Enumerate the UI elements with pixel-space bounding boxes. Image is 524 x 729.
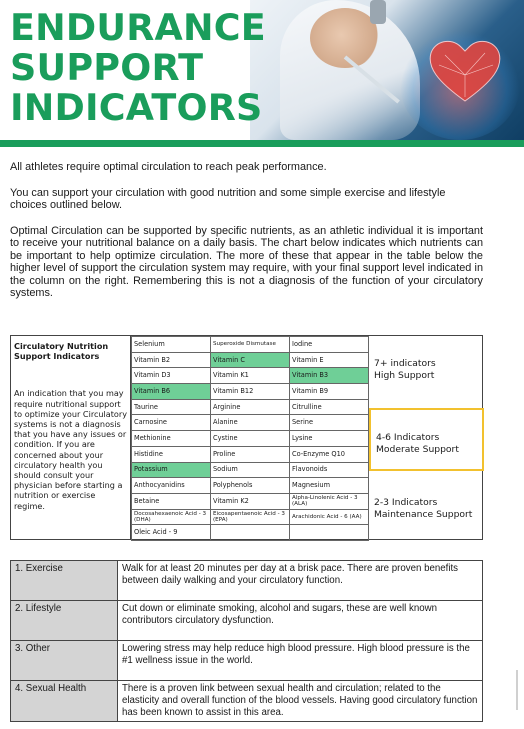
level-maintenance-label: Maintenance Support: [374, 509, 473, 520]
nutrient-cell: Potassium: [132, 462, 211, 478]
nutrient-row: [132, 462, 369, 478]
row-text: Cut down or eliminate smoking, alcohol and sugars, these are well known contributors circulatory dysfunction.: [118, 601, 483, 641]
nutrient-row: [132, 525, 369, 541]
nutrient-row: [132, 384, 369, 400]
nutrient-cell: Superoxide Dismutase: [211, 337, 290, 353]
intro-section: [10, 161, 483, 313]
nutrient-cell: Arginine: [211, 399, 290, 415]
nutrient-cell: Betaine: [132, 493, 211, 509]
table-row: [11, 601, 483, 641]
nutrient-cell: Eicosapentaenoic Acid - 3 (EPA): [211, 509, 290, 525]
row-label: 3. Other: [11, 641, 118, 681]
nutrient-cell: Carnosine: [132, 415, 211, 431]
nutrient-cell: [290, 525, 369, 541]
nutrient-cell: Histidine: [132, 446, 211, 462]
table-row: [11, 681, 483, 722]
nutrient-cell: Co-Enzyme Q10: [290, 446, 369, 462]
nutrient-cell: Sodium: [211, 462, 290, 478]
row-text: There is a proven link between sexual health and circulation; related to the elasticity and overall function of the blood vessels. Having good circulatory function has been known to assist in this area.: [118, 681, 483, 722]
nutrient-cell: Oleic Acid - 9: [132, 525, 211, 541]
hero-image: [250, 0, 524, 140]
nutrient-cell: Cystine: [211, 431, 290, 447]
title-line-3: INDICATORS: [10, 86, 263, 129]
level-maintenance: [369, 497, 484, 521]
nutrient-cell: Taurine: [132, 399, 211, 415]
title-line-1: ENDURANCE: [10, 6, 266, 49]
nutrient-cell: Vitamin B9: [290, 384, 369, 400]
nutrient-row: [132, 431, 369, 447]
row-text: Lowering stress may help reduce high blood pressure. High blood pressure is the #1 wellness issue in the world.: [118, 641, 483, 681]
header-banner: [0, 0, 524, 148]
nutrient-table: [131, 336, 369, 541]
nutrient-cell: Vitamin C: [211, 352, 290, 368]
nutrient-cell: Vitamin K1: [211, 368, 290, 384]
nutrient-cell: Vitamin B2: [132, 352, 211, 368]
nutrient-cell: Alanine: [211, 415, 290, 431]
nutrient-cell: Magnesium: [290, 478, 369, 494]
nutrient-cell: Anthocyanidins: [132, 478, 211, 494]
row-label: 1. Exercise: [11, 561, 118, 601]
nutrient-cell: Proline: [211, 446, 290, 462]
nutrient-cell: Selenium: [132, 337, 211, 353]
level-maintenance-count: 2-3 Indicators: [374, 497, 438, 508]
nutrient-row: [132, 446, 369, 462]
nutrition-indicators-table: [10, 335, 483, 540]
side-margin-mark: [513, 670, 521, 710]
intro-paragraph-2: You can support your circulation with good nutrition and some simple exercise and lifestyle choices outlined below.: [10, 186, 446, 211]
heart-icon: [425, 35, 505, 105]
nutrient-cell: Vitamin B12: [211, 384, 290, 400]
nutrient-cell: Vitamin K2: [211, 493, 290, 509]
level-high-label: High Support: [374, 370, 435, 381]
nutrient-row: [132, 337, 369, 353]
row-label: 4. Sexual Health: [11, 681, 118, 722]
level-moderate-count: 4-6 Indicators: [376, 432, 440, 443]
page-title: [10, 6, 266, 129]
nutrient-row: [132, 415, 369, 431]
nutrient-row: [132, 509, 369, 525]
nutrient-cell: Iodine: [290, 337, 369, 353]
nutrient-cell: Methionine: [132, 431, 211, 447]
title-line-2: SUPPORT: [10, 46, 204, 89]
nutrient-cell: Arachidonic Acid - 6 (AA): [290, 509, 369, 525]
nutrient-cell: Alpha-Linolenic Acid - 3 (ALA): [290, 493, 369, 509]
nutrient-cell: Serine: [290, 415, 369, 431]
row-text: Walk for at least 20 minutes per day at a brisk pace. There are proven benefits between daily walking and your circulatory function.: [118, 561, 483, 601]
header-divider: [0, 140, 524, 147]
level-moderate-label: Moderate Support: [376, 444, 459, 455]
nutrient-row: [132, 493, 369, 509]
level-high: [369, 358, 484, 382]
intro-paragraph-3: Optimal Circulation can be supported by specific nutrients, as an athletic individual it is important to receive your nutritional balance on a daily basis. The chart below indicates which nutrients can be important to help optimize circulation. The more of these that appear in the table below the higher level of support the circulation system may require, with your final support level indicated in the column on the right. Remembering this is not a diagnosis of the function of your circulatory systems.: [10, 224, 483, 299]
nutrient-cell: Vitamin B6: [132, 384, 211, 400]
stethoscope-image: [370, 0, 386, 24]
nutrient-cell: Vitamin D3: [132, 368, 211, 384]
nutrient-cell: Flavonoids: [290, 462, 369, 478]
level-moderate: [369, 408, 484, 471]
nutrition-heading: Circulatory Nutrition Support Indicators: [14, 341, 109, 362]
nutrient-grid: [131, 336, 369, 541]
nutrient-row: [132, 478, 369, 494]
lifestyle-table: [10, 560, 483, 722]
nutrient-cell: Polyphenols: [211, 478, 290, 494]
level-high-count: 7+ indicators: [374, 358, 436, 369]
nutrition-info-column: [11, 336, 131, 539]
nutrient-row: [132, 352, 369, 368]
nutrient-cell: [211, 525, 290, 541]
nutrient-cell: Citrulline: [290, 399, 369, 415]
nutrient-row: [132, 399, 369, 415]
nutrient-cell: Vitamin B3: [290, 368, 369, 384]
intro-paragraph-1: All athletes require optimal circulation to reach peak performance.: [10, 161, 327, 173]
table-row: [11, 561, 483, 601]
nutrient-cell: Docosahexaenoic Acid - 3 (DHA): [132, 509, 211, 525]
nutrient-cell: Lysine: [290, 431, 369, 447]
nutrient-cell: Vitamin E: [290, 352, 369, 368]
nutrient-row: [132, 368, 369, 384]
support-levels-column: [369, 336, 482, 539]
row-label: 2. Lifestyle: [11, 601, 118, 641]
table-row: [11, 641, 483, 681]
nutrition-description: An indication that you may require nutritional support to optimize your Circulatory systems is not a diagnosis that you have any issues or condition. If you are concerned about your circulatory health you should consult your physician before starting a nutrition or exercise regime.: [14, 388, 127, 511]
